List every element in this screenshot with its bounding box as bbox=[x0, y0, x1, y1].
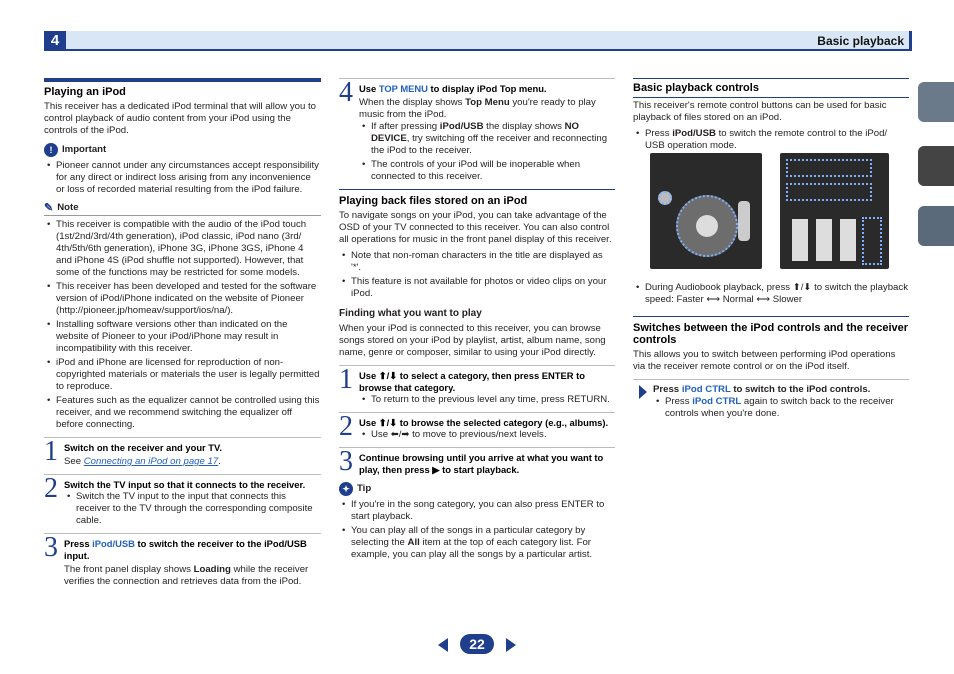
tip-icon: ✦ bbox=[339, 482, 353, 496]
step-4: 4 Use TOP MENU to display iPod Top menu. When the display shows Top Menu you're ready to play music from the iPod. • If after pressing iPod/USB the display shows NO DEVICE, try switching off the receiver and reconnecting the iPod to the receiver. • The controls of your iPod will be inoperable when connected to this receiver. bbox=[339, 78, 615, 183]
next-page-icon[interactable] bbox=[506, 638, 516, 652]
important-label: Important bbox=[62, 144, 107, 155]
remote-control-illustration-2 bbox=[780, 153, 889, 269]
right-column: Basic playback controls This receiver's remote control buttons can be used for basic playback of files stored on an iPod. • Press iPod/USB to switch the remote control to the iPod/ USB operation mode. • During Audiobook playback, press ⬆/⬇ to switch the playback speed: Faster ⟷ Normal ⟷ Slower Switches between the iPod controls and the receiver controls This allows you to switch between performing iPod operations via the receiver remote control or on the iPod itself. Press iPod CTRL to switch to the iPod controls. • Press iPod CTRL again to switch back to the receiver controls when you're done. bbox=[633, 78, 909, 422]
remote-control-illustration bbox=[650, 153, 762, 269]
note-item: • Features such as the equalizer cannot be controlled using this receiver, and we recommend switching the equalizer off before connecting. bbox=[44, 395, 321, 431]
page-number: 22 bbox=[460, 634, 494, 654]
step-2-title: Switch the TV input so that it connects to the receiver. bbox=[64, 479, 306, 490]
chapter-number: 4 bbox=[44, 31, 66, 51]
number-keypad-icon bbox=[792, 219, 862, 261]
previous-page-icon[interactable] bbox=[438, 638, 448, 652]
note-heading bbox=[44, 202, 321, 216]
step-2: 2 Switch the TV input so that it connects to the receiver. • Switch the TV input to the input that connects this receiver to the TV through the corresponding composite cable. bbox=[44, 474, 321, 527]
ipod-button-icon bbox=[658, 191, 672, 205]
section-heading-switches: Switches between the iPod controls and the receiver controls bbox=[633, 316, 909, 346]
ipod-ctrl-button-icon bbox=[862, 217, 882, 265]
intro-text: This receiver has a dedicated iPod terminal that will allow you to control playback of audio content from your iPod using the controls of the iPod. bbox=[44, 101, 316, 136]
step-arrow-icon bbox=[639, 385, 647, 399]
note-label: Note bbox=[57, 202, 79, 213]
important-heading bbox=[44, 143, 321, 157]
middle-column: 4 Use TOP MENU to display iPod Top menu. When the display shows Top Menu you're ready to play music from the iPod. • If after pressing iPod/USB the display shows NO DEVICE, try switching off the receiver and reconnecting the iPod to the receiver. • The controls of your iPod will be inoperable when connected to this receiver. Playing back files stored on an iPod To navigate songs on your iPod, you can take advantage of the OSD of your TV connected to this receiver. You can also control all operations for music in the front panel display of this receiver. • Note that non-roman characters in the title are displayed as '*'. • This feature is not available for photos or video clips on your iPod. Finding what you want to play When your iPod is connected to this receiver, you can browse songs stored on your iPod by playlist, artist, album name, song name, genre or composer, similar to using your iPod directly. 1 Use ⬆/⬇ to select a category, then press ENTER to browse that category. • To return to the previous level any time, press RETURN. 2 Use ⬆/⬇ to browse the selected category (e.g., albums). • Use ⬅/➡ to move to previous/next levels. 3 Continue browsing until you arrive at what you want to play, then press ▶ to start playback. ✦ Tip • If you're in the song category, you can also press ENTER to start playback. • You can play all of the songs in a particular category by selecting the All item at the top of each category list. For example, you can play all the songs by a particular artist. bbox=[339, 78, 615, 563]
note-pencil-icon: ✎ bbox=[44, 202, 54, 214]
find-step-2: 2 Use ⬆/⬇ to browse the selected category (e.g., albums). • Use ⬅/➡ to move to previous/next levels. bbox=[339, 412, 615, 441]
ipod-ctrl-step: Press iPod CTRL to switch to the iPod controls. • Press iPod CTRL again to switch back to the receiver controls when you're done. bbox=[633, 379, 909, 420]
note-item: • This receiver has been developed and tested for the software version of iPod/iPhone indicated on the website of Pioneer (http://pioneer.jp/homeav/support/ios/na/). bbox=[44, 281, 321, 317]
important-item: • Pioneer cannot under any circumstances accept responsibility for any direct or indirect loss arising from any inconvenience or loss of recorded material resulting from the iPod failure. bbox=[44, 160, 321, 196]
left-column bbox=[44, 78, 321, 588]
find-step-3: 3 Continue browsing until you arrive at what you want to play, then press ▶ to start playback. bbox=[339, 447, 615, 476]
header-accent bbox=[909, 31, 912, 51]
note-item: • Installing software versions other than indicated on the website of Pioneer to your iPod/iPhone may result in incompatibility with this receiver. bbox=[44, 319, 321, 355]
book-tab-icon[interactable] bbox=[918, 82, 954, 122]
find-step-1: 1 Use ⬆/⬇ to select a category, then press ENTER to browse that category. • To return to the previous level any time, press RETURN. bbox=[339, 365, 615, 406]
section-title: Basic playback bbox=[817, 34, 904, 48]
tip-heading: ✦ Tip bbox=[339, 482, 615, 496]
page-header bbox=[44, 31, 912, 51]
note-item: • iPod and iPhone are licensed for reproduction of non-copyrighted materials or materials the user is legally permitted to reproduce. bbox=[44, 357, 321, 393]
page-navigation bbox=[436, 633, 518, 655]
help-tab-icon[interactable] bbox=[918, 206, 954, 246]
receiver-tab-icon[interactable] bbox=[918, 146, 954, 186]
step-3: 3 Press iPod/USB to switch the receiver to the iPod/USB input. The front panel display shows Loading while the receiver verifies the connection and retrieves data from the iPod. bbox=[44, 533, 321, 588]
important-icon: ! bbox=[44, 143, 58, 157]
note-item: • This receiver is compatible with the audio of the iPod touch (1st/2nd/3rd/4th generation), iPod classic, iPod nano (3rd/ 4th/5th/6th generation), iPhone 3G, iPhone 3GS, iPhone 4 and iPhone 4S (iPod shuffle not supported). However, that some of the functions may be restricted for some models. bbox=[44, 219, 321, 279]
section-heading-basic-controls: Basic playback controls bbox=[633, 78, 909, 94]
section-heading-playing-files: Playing back files stored on an iPod bbox=[339, 189, 615, 207]
skip-buttons-icon bbox=[786, 183, 872, 201]
volume-rocker-icon bbox=[738, 201, 750, 241]
step-1-title: Switch on the receiver and your TV. bbox=[64, 442, 223, 453]
step-1: 1 Switch on the receiver and your TV. See Connecting an iPod on page 17. bbox=[44, 437, 321, 468]
transport-buttons-icon bbox=[786, 159, 872, 177]
finding-heading: Finding what you want to play bbox=[339, 308, 482, 319]
connecting-ipod-link[interactable]: Connecting an iPod on page 17 bbox=[83, 456, 219, 467]
section-heading-playing-ipod: Playing an iPod bbox=[44, 78, 321, 98]
enter-button-icon bbox=[696, 215, 718, 237]
